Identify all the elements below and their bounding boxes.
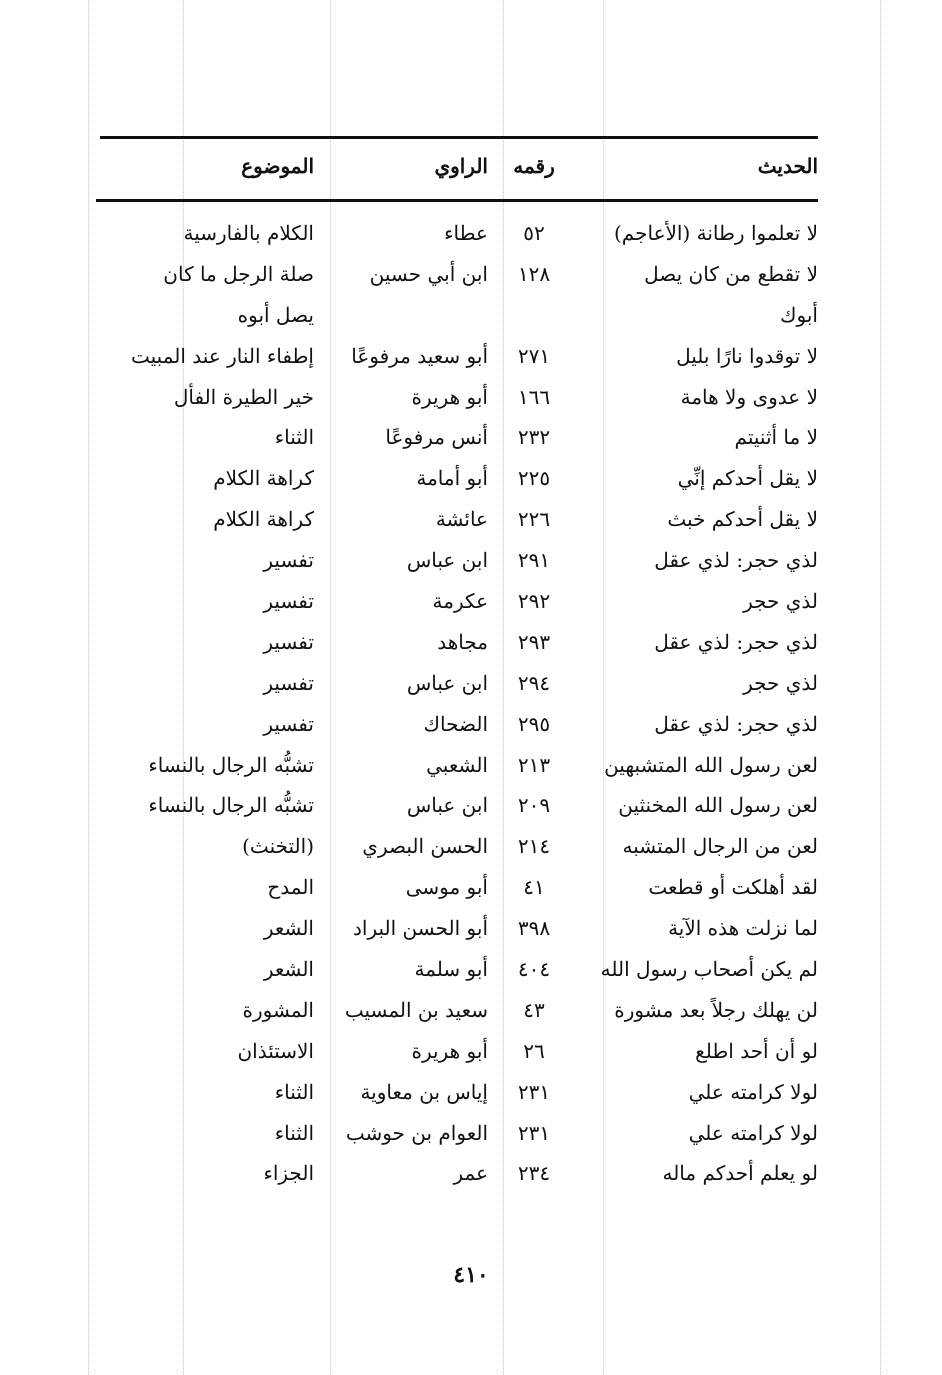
row-hadith: لن يهلك رجلاً بعد مشورة (614, 997, 818, 1022)
row-topic: تشبُّه الرجال بالنساء (148, 793, 314, 818)
row-topic: الثناء (274, 1120, 314, 1145)
table-row (96, 785, 818, 826)
table-top-rule (100, 136, 818, 139)
row-topic: كراهة الكلام (213, 466, 314, 491)
row-topic: تفسير (263, 629, 314, 654)
row-number: ٢٩١ (517, 548, 551, 573)
header-topic: الموضوع (241, 154, 314, 178)
row-number: ١٢٨ (517, 261, 551, 286)
row-narrator: إياس بن معاوية (360, 1079, 488, 1104)
row-hadith: لا عدوى ولا هامة (680, 384, 818, 409)
row-topic: الشعر (263, 916, 314, 941)
row-hadith: لذي حجر (743, 670, 818, 695)
row-hadith: لذي حجر (743, 589, 818, 614)
row-hadith: لما نزلت هذه الآية (668, 916, 818, 941)
table-row (96, 1113, 818, 1154)
table-row (96, 254, 818, 295)
row-topic: الجزاء (263, 1161, 314, 1186)
row-number: ٢٢٥ (517, 466, 551, 491)
row-narrator: أنس مرفوعًا (385, 425, 488, 450)
row-narrator: عطاء (444, 221, 488, 245)
row-narrator: عمر (453, 1161, 488, 1186)
row-number: ٢٣١ (517, 1079, 551, 1104)
row-narrator: الحسن البصري (362, 834, 488, 859)
row-topic: المدح (267, 875, 314, 900)
row-hadith: لذي حجر: لذي عقل (654, 548, 818, 573)
row-narrator: ابن عباس (406, 548, 488, 573)
header-narrator: الراوي (434, 154, 488, 178)
row-narrator: ابن أبي حسين (369, 261, 488, 286)
row-topic: الثناء (274, 425, 314, 450)
row-narrator: الضحاك (423, 711, 488, 736)
row-number: ٢٩٤ (517, 670, 551, 695)
row-topic: كراهة الكلام (213, 507, 314, 532)
row-number: ٢٢٦ (517, 507, 551, 532)
row-hadith: لو أن أحد اطلع (695, 1038, 818, 1063)
row-narrator: أبو الحسن البراد (353, 916, 488, 941)
row-hadith: لا توقدوا نارًا بليل (676, 343, 818, 368)
row-hadith: لو يعلم أحدكم ماله (662, 1161, 818, 1186)
row-hadith: لم يكن أصحاب رسول الله (600, 957, 818, 982)
row-topic: تفسير (263, 670, 314, 695)
row-number: ٢٠٩ (517, 793, 551, 818)
row-topic: المشورة (242, 997, 314, 1022)
row-number: ٢٩٢ (517, 589, 551, 614)
row-topic: (التخنث) (242, 834, 314, 859)
row-number: ٤٣ (523, 997, 545, 1022)
table-row (96, 540, 818, 581)
row-narrator: عكرمة (432, 589, 488, 614)
row-narrator: أبو سلمة (414, 957, 488, 982)
row-narrator: أبو هريرة (411, 1038, 488, 1063)
row-hadith: لعن من الرجال المتشبه (622, 834, 818, 859)
row-hadith: لعن رسول الله المخنثين (618, 793, 818, 818)
table-row (96, 213, 818, 254)
row-number: ٢١٤ (517, 834, 551, 859)
row-hadith: لا يقل أحدكم إنِّي (677, 466, 818, 491)
row-hadith: لا يقل أحدكم خبث (667, 507, 818, 532)
row-topic: تفسير (263, 711, 314, 736)
row-hadith: لولا كرامته علي (688, 1120, 818, 1145)
row-narrator: ابن عباس (406, 793, 488, 818)
row-topic: الكلام بالفارسية (183, 221, 314, 245)
table-row (96, 867, 818, 908)
table-row (96, 622, 818, 663)
row-narrator: عائشة (435, 507, 488, 532)
row-topic: تفسير (263, 548, 314, 573)
row-number: ٢٧١ (517, 343, 551, 368)
table-row (96, 949, 818, 990)
table-row (96, 745, 818, 786)
scan-guide (88, 0, 89, 1375)
row-hadith: أبوك (780, 302, 818, 327)
row-topic: الاستئذان (237, 1038, 314, 1063)
row-topic: إطفاء النار عند المبيت (131, 343, 314, 368)
table-header-rule (96, 199, 818, 202)
row-hadith: لولا كرامته علي (688, 1079, 818, 1104)
table-row (96, 1153, 818, 1194)
row-number: ٤٠٤ (517, 957, 551, 982)
row-number: ٢٩٥ (517, 711, 551, 736)
row-number: ٢٣٢ (517, 425, 551, 450)
header-number: رقمه (513, 154, 555, 178)
row-topic: الشعر (263, 957, 314, 982)
row-number: ٤١ (523, 875, 545, 900)
row-topic: يصل أبوه (237, 302, 314, 327)
row-hadith: لذي حجر: لذي عقل (654, 629, 818, 654)
row-hadith: لذي حجر: لذي عقل (654, 711, 818, 736)
table-row (96, 826, 818, 867)
row-number: ٢٣٤ (517, 1161, 551, 1186)
table-row (96, 990, 818, 1031)
table-row (96, 663, 818, 704)
row-hadith: لا تعلموا رطانة (الأعاجم) (614, 221, 818, 245)
row-hadith: لقد أهلكت أو قطعت (648, 875, 818, 900)
table-row (96, 499, 818, 540)
page-number: ٤١٠ (453, 1262, 489, 1288)
table-row (96, 295, 818, 336)
row-topic: صلة الرجل ما كان (163, 261, 314, 286)
row-narrator: مجاهد (437, 629, 488, 654)
row-hadith: لعن رسول الله المتشبهين (604, 752, 818, 777)
table-row (96, 377, 818, 418)
table-row (96, 1031, 818, 1072)
header-hadith: الحديث (757, 154, 818, 178)
table-row (96, 581, 818, 622)
row-narrator: أبو سعيد مرفوعًا (351, 343, 488, 368)
row-number: ٥٢ (523, 221, 545, 245)
row-narrator: أبو هريرة (411, 384, 488, 409)
table-row (96, 458, 818, 499)
table-row (96, 336, 818, 377)
table-row (96, 908, 818, 949)
row-hadith: لا تقطع من كان يصل (644, 261, 818, 286)
table-header (96, 146, 818, 190)
row-number: ٣٩٨ (517, 916, 551, 941)
row-narrator: أبو أمامة (416, 466, 488, 491)
row-narrator: أبو موسى (405, 875, 488, 900)
row-narrator: ابن عباس (406, 670, 488, 695)
table-row (96, 704, 818, 745)
table-row (96, 417, 818, 458)
row-narrator: سعيد بن المسيب (344, 997, 488, 1022)
row-narrator: الشعبي (426, 752, 488, 777)
row-number: ٢٩٣ (517, 629, 551, 654)
scan-guide (880, 0, 881, 1375)
row-number: ١٦٦ (517, 384, 551, 409)
row-topic: خير الطيرة الفأل (173, 384, 314, 409)
table-row (96, 1072, 818, 1113)
row-hadith: لا ما أثنيتم (734, 425, 818, 450)
row-topic: الثناء (274, 1079, 314, 1104)
row-number: ٢٣١ (517, 1120, 551, 1145)
row-narrator: العوام بن حوشب (345, 1120, 488, 1145)
row-topic: تفسير (263, 589, 314, 614)
row-topic: تشبُّه الرجال بالنساء (148, 752, 314, 777)
row-number: ٢٦ (523, 1038, 545, 1063)
row-number: ٢١٣ (517, 752, 551, 777)
table-body (96, 213, 818, 1194)
